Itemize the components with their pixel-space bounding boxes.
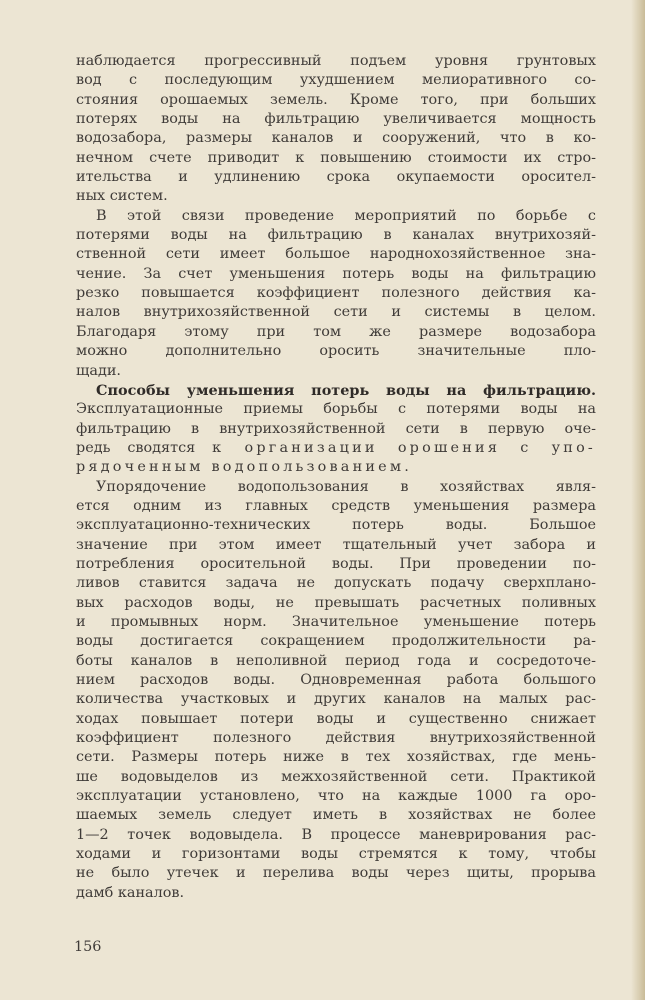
page-edge-shadow: [631, 0, 645, 1000]
text-line: шаемых земель следует иметь в хозяйствах не более: [76, 807, 596, 824]
text-line: боты каналов в неполивной период года и сосредоточе-: [76, 652, 596, 669]
text-line: налов внутрихозяйственной сети и системы в целом.: [76, 304, 596, 321]
text-line: щади.: [76, 362, 121, 379]
text-line: ственной сети имеет большое народнохозяйственное зна-: [76, 246, 596, 263]
text-line: ных систем.: [76, 188, 168, 205]
paragraph-2: [76, 207, 596, 381]
text-line: вод с последующим ухудшением мелиоративного со-: [76, 72, 596, 89]
text-line: ительства и удлинению срока окупаемости оросител-: [76, 169, 596, 186]
text-line-mixed: [76, 439, 596, 458]
text-line: ходами и горизонтами воды стремятся к тому, чтобы: [76, 846, 596, 863]
text-line: и промывных норм. Значительное уменьшение потерь: [76, 613, 596, 630]
text-line: нечном счете приводит к повышению стоимости их стро-: [76, 149, 596, 166]
text-line: эксплуатационно-технических потерь воды. Большое: [76, 517, 596, 534]
text-line: резко повышается коэффициент полезного действия ка-: [76, 285, 596, 302]
text-line: стояния орошаемых земель. Кроме того, при больших: [76, 91, 596, 108]
paragraph-1: [76, 52, 596, 207]
spaced-emphasis-text: к организации орошения с упо-: [212, 439, 596, 456]
section-heading: Способы уменьшения потерь воды на фильтрацию.: [96, 381, 596, 399]
spaced-emphasis-text: рядоченным водопользованием.: [76, 459, 413, 476]
text-line: водозабора, размеры каналов и сооружений, что в ко-: [76, 130, 596, 147]
text-line: фильтрацию в внутрихозяйственной сети в первую оче-: [76, 420, 596, 437]
text-line: ется одним из главных средств уменьшения размера: [76, 497, 596, 514]
text-line: можно дополнительно оросить значительные пло-: [76, 343, 596, 360]
text-line: не было утечек и перелива воды через щиты, прорыва: [76, 865, 596, 882]
text-line: ше водовыделов из межхозяйственной сети. Практикой: [76, 768, 596, 785]
text-line: Эксплуатационные приемы борьбы с потерями воды на: [76, 401, 596, 418]
text-fragment: редь сводятся: [76, 439, 196, 456]
text-line: вых расходов воды, не превышать расчетных поливных: [76, 594, 596, 611]
paragraph-4: [76, 478, 596, 904]
text-line: потерями воды на фильтрацию в каналах внутрихозяй-: [76, 227, 596, 244]
text-line: Упорядочение водопользования в хозяйствах явля-: [96, 478, 596, 495]
body-text: [76, 52, 596, 903]
text-line: В этой связи проведение мероприятий по борьбе с: [96, 207, 596, 224]
text-line: дамб каналов.: [76, 884, 185, 901]
text-line: Благодаря этому при том же размере водозабора: [76, 323, 596, 340]
text-line: количества участковых и других каналов на малых рас-: [76, 691, 596, 708]
text-line: потребления оросительной воды. При проведении по-: [76, 555, 596, 572]
text-line: ходах повышает потери воды и существенно снижает: [76, 710, 596, 727]
text-line: потерях воды на фильтрацию увеличивается мощность: [76, 111, 596, 128]
paragraph-3: [76, 381, 596, 478]
text-line: нием расходов воды. Одновременная работа большого: [76, 672, 596, 688]
text-line: ливов ставится задача не допускать подачу сверхплано-: [76, 575, 596, 592]
page-number: 156: [74, 939, 102, 955]
text-line: чение. За счет уменьшения потерь воды на фильтрацию: [76, 265, 596, 282]
text-line: 1—2 точек водовыдела. В процессе маневрирования рас-: [76, 826, 596, 843]
text-line: наблюдается прогрессивный подъем уровня грунтовых: [76, 53, 596, 69]
text-line: эксплуатации установлено, что на каждые 1000 га оро-: [76, 788, 596, 805]
text-line: коэффициент полезного действия внутрихозяйственной: [76, 730, 596, 747]
text-line: значение при этом имеет тщательный учет забора и: [76, 536, 596, 553]
text-line: сети. Размеры потерь ниже в тех хозяйствах, где мень-: [76, 749, 596, 766]
text-line: воды достигается сокращением продолжительности ра-: [76, 633, 596, 650]
